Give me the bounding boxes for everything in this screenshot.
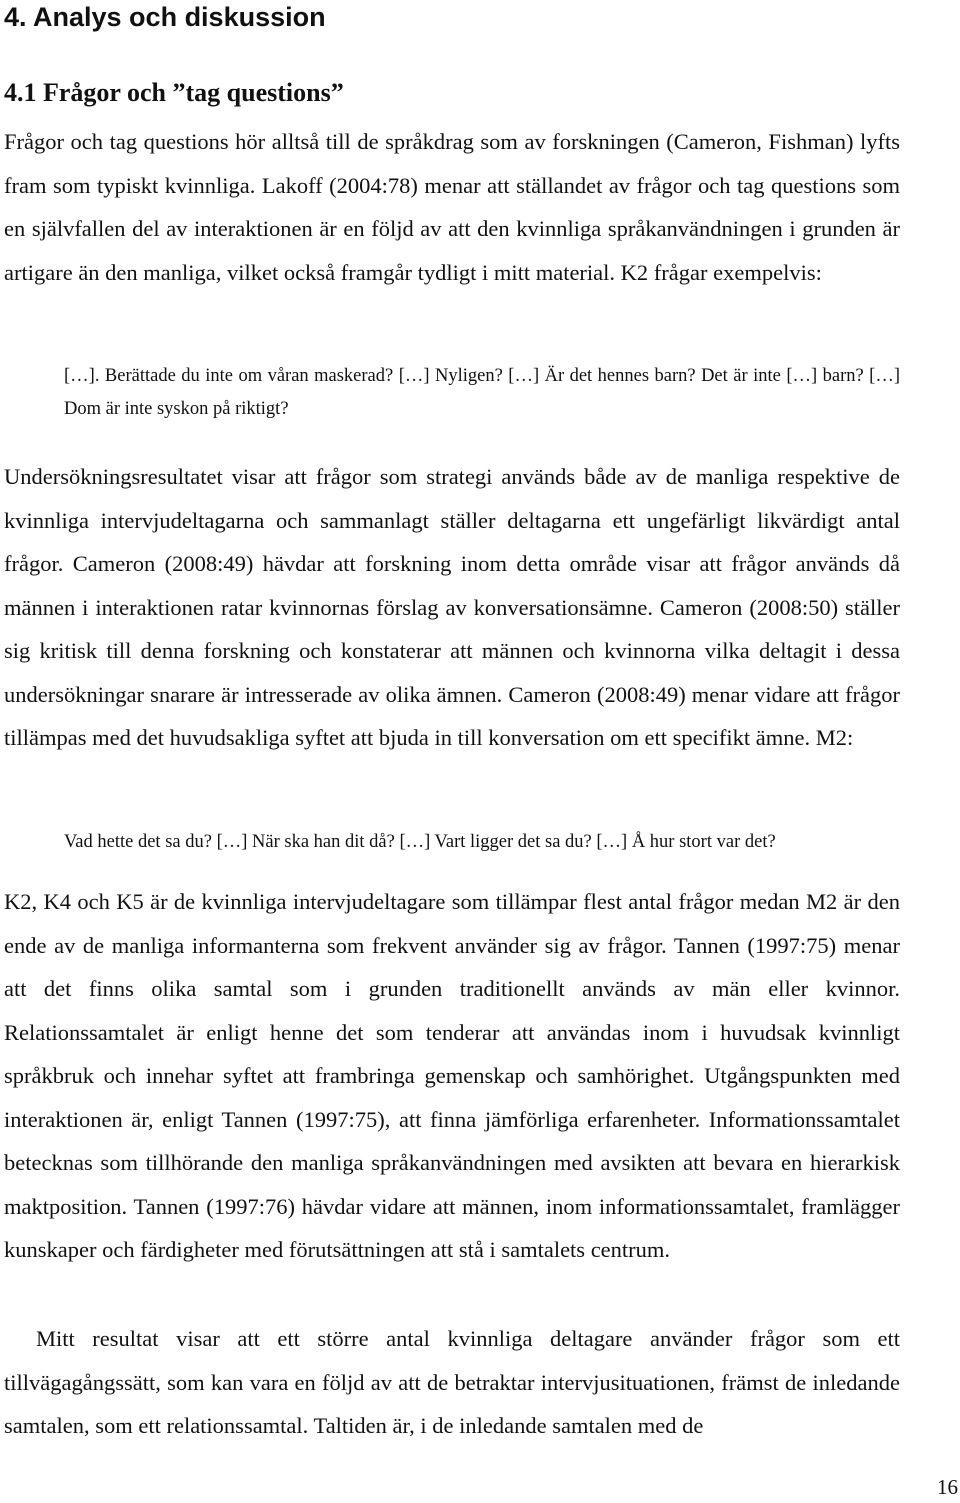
- chapter-heading: 4. Analys och diskussion: [4, 2, 326, 32]
- paragraph-1: Frågor och tag questions hör alltså till de språkdrag som av forskningen (Cameron, Fishman) lyfts fram som typiskt kvinnliga. Lakoff (2004:78) menar att ställandet av frågor och tag questions som en självfallen del av interaktionen är en följd av att den kvinnliga språkanvändningen i grunden är artigare än den manliga, vilket också framgår tydligt i mitt material. K2 frågar exempelvis:: [4, 129, 900, 285]
- quote-2: Vad hette det sa du? […] När ska han dit då? […] Vart ligger det sa du? […] Å hur stort var det?: [64, 832, 776, 852]
- quote-1: […]. Berättade du inte om våran maskerad? […] Nyligen? […] Är det hennes barn? Det är inte […] barn? […] Dom är inte syskon på riktigt?: [64, 366, 900, 419]
- paragraph-2: Undersökningsresultatet visar att frågor som strategi används både av de manliga respektive de kvinnliga intervjudeltagarna och sammanlagt ställer deltagarna ett ungefärligt likvärdigt antal frågor. Cameron (2008:49) hävdar att forskning inom detta område visar att frågor används då männen i interaktionen ratar kvinnornas förslag av konversationsämne. Cameron (2008:50) ställer sig kritisk till denna forskning och konstaterar att männen och kvinnorna vilka deltagit i dessa undersökningar snarare är intresserade av olika ämnen. Cameron (2008:49) menar vidare att frågor tillämpas med det huvudsakliga syftet att bjuda in till konversation om ett specifikt ämne. M2:: [4, 464, 900, 750]
- page-number: 16: [937, 1475, 958, 1499]
- paragraph-3: K2, K4 och K5 är de kvinnliga intervjudeltagare som tillämpar flest antal frågor medan M2 är den ende av de manliga informanterna som frekvent använder sig av frågor. Tannen (1997:75) menar att det finns olika samtal som i grunden traditionellt används av män eller kvinnor. Relationssamtalet är enligt henne det som tenderar att användas inom i huvudsak kvinnligt språkbruk och innehar syftet att frambringa gemenskap och samhörighet. Utgångspunkten med interaktionen är, enligt Tannen (1997:75), att finna jämförliga erfarenheter. Informationssamtalet betecknas som tillhörande den manliga språkanvändningen med avsikten att bevara en hierarkisk maktposition. Tannen (1997:76) hävdar vidare att männen, inom informationssamtalet, framlägger kunskaper och färdigheter med förutsättningen att stå i samtalets centrum.: [4, 889, 900, 1262]
- section-heading: 4.1 Frågor och ”tag questions”: [4, 78, 344, 107]
- paragraph-4: Mitt resultat visar att ett större antal kvinnliga deltagare använder frågor som ett tillvägagångssätt, som kan vara en följd av att de betraktar intervjusituationen, främst de inledande samtalen, som ett relationssamtal. Taltiden är, i de inledande samtalen med de: [4, 1326, 900, 1438]
